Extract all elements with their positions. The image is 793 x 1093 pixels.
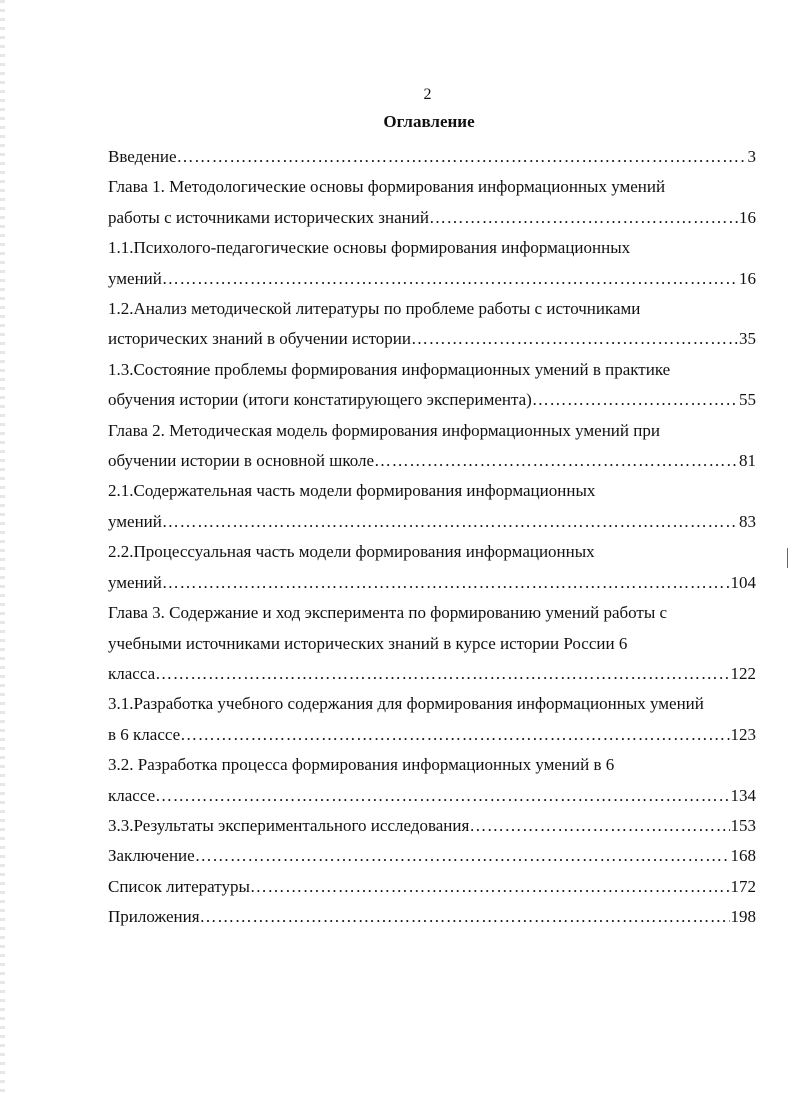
toc-entry-text: исторических знаний в обучении истории [108, 329, 411, 349]
toc-entry[interactable] [108, 142, 756, 172]
toc-entry-text: Глава 1. Методологические основы формирования информационных умений [108, 177, 666, 197]
toc-entry[interactable] [108, 902, 756, 932]
toc-entry-text: умений [108, 268, 162, 288]
toc-entry-text: Заключение [108, 846, 195, 866]
toc-page-number: 35 [739, 329, 756, 349]
toc-entry-text: умений [108, 511, 162, 531]
toc-page-number: 16 [739, 207, 756, 227]
toc-entry-text: 3.2. Разработка процесса формирования информационных умений в 6 [108, 755, 615, 775]
toc-entry-text: 2.2.Процессуальная часть модели формирования информационных [108, 542, 595, 562]
toc-page-number: 55 [739, 390, 756, 410]
scan-margin-mark [787, 548, 788, 568]
toc-entry-text: класса [108, 663, 156, 683]
toc-leader-dots [155, 659, 729, 689]
toc-entry-text: Глава 2. Методическая модель формирования информационных умений при [108, 420, 660, 440]
toc-page-number: 198 [730, 907, 756, 927]
toc-entry-text: 1.1.Психолого-педагогические основы формирования информационных [108, 238, 631, 258]
toc-leader-dots [155, 781, 729, 811]
toc-page-number: 153 [730, 815, 756, 835]
toc-leader-dots [162, 568, 730, 598]
toc-page-number: 83 [739, 511, 756, 531]
toc-entry[interactable] [108, 233, 756, 294]
toc-entry[interactable] [108, 598, 756, 689]
toc-entry[interactable] [108, 355, 756, 416]
toc-entry[interactable] [108, 841, 756, 871]
toc-entry[interactable] [108, 872, 756, 902]
toc-entry[interactable] [108, 416, 756, 477]
toc-page-number: 134 [730, 785, 756, 805]
toc-entry[interactable] [108, 294, 756, 355]
toc-entry-text: Список литературы [108, 876, 250, 896]
toc-page-number: 123 [730, 724, 756, 744]
toc-leader-dots [200, 902, 730, 932]
toc-entry[interactable] [108, 811, 756, 841]
toc-entry[interactable] [108, 750, 756, 811]
toc-leader-dots [180, 720, 729, 750]
toc-page-number: 16 [739, 268, 756, 288]
toc-leader-dots [469, 811, 729, 841]
toc-leader-dots [411, 324, 738, 354]
toc-entry[interactable] [108, 689, 756, 750]
toc-entry-text: 3.3.Результаты экспериментального исследования [108, 815, 470, 835]
toc-entry-text: умений [108, 572, 162, 592]
toc-entry-text: Введение [108, 147, 177, 166]
toc-entry-text: 1.2.Анализ методической литературы по проблеме работы с источниками [108, 299, 641, 319]
toc-entry[interactable] [108, 476, 756, 537]
toc-page-number: 3 [747, 147, 756, 166]
toc-entry-text: Приложения [108, 907, 200, 927]
toc-entry-text: 3.1.Разработка учебного содержания для формирования информационных умений [108, 694, 704, 714]
toc-entry[interactable] [108, 537, 756, 598]
toc-entry-text: 2.1.Содержательная часть модели формирования информационных [108, 481, 596, 501]
toc-entry[interactable] [108, 172, 756, 233]
toc-leader-dots [374, 446, 738, 476]
toc-entry-text: работы с источниками исторических знаний [108, 207, 429, 227]
table-of-contents [108, 142, 756, 933]
toc-entry-text: обучении истории в основной школе [108, 451, 375, 471]
toc-entry-text: учебными источниками исторических знаний в курсе истории России 6 [108, 633, 628, 653]
toc-leader-dots [532, 385, 738, 415]
toc-leader-dots [195, 841, 730, 871]
page-number: 2 [423, 86, 432, 103]
toc-leader-dots [177, 142, 747, 172]
toc-page-number: 122 [730, 663, 756, 683]
toc-page-number: 104 [730, 572, 756, 592]
toc-entry-text: классе [108, 785, 156, 805]
scan-edge-artifact [0, 0, 5, 1093]
toc-entry-text: в 6 классе [108, 724, 181, 744]
toc-entry-text: обучения истории (итоги констатирующего эксперимента) [108, 390, 532, 410]
toc-leader-dots [250, 872, 730, 902]
toc-leader-dots [162, 507, 738, 537]
toc-entry-text: 1.3.Состояние проблемы формирования информационных умений в практике [108, 359, 671, 379]
toc-leader-dots [162, 264, 738, 294]
toc-page-number: 81 [739, 451, 756, 471]
toc-leader-dots [429, 203, 738, 233]
toc-title: Оглавление [383, 112, 475, 131]
toc-page-number: 172 [730, 876, 756, 896]
toc-entry-text: Глава 3. Содержание и ход эксперимента по формированию умений работы с [108, 603, 668, 623]
toc-page-number: 168 [730, 846, 756, 866]
